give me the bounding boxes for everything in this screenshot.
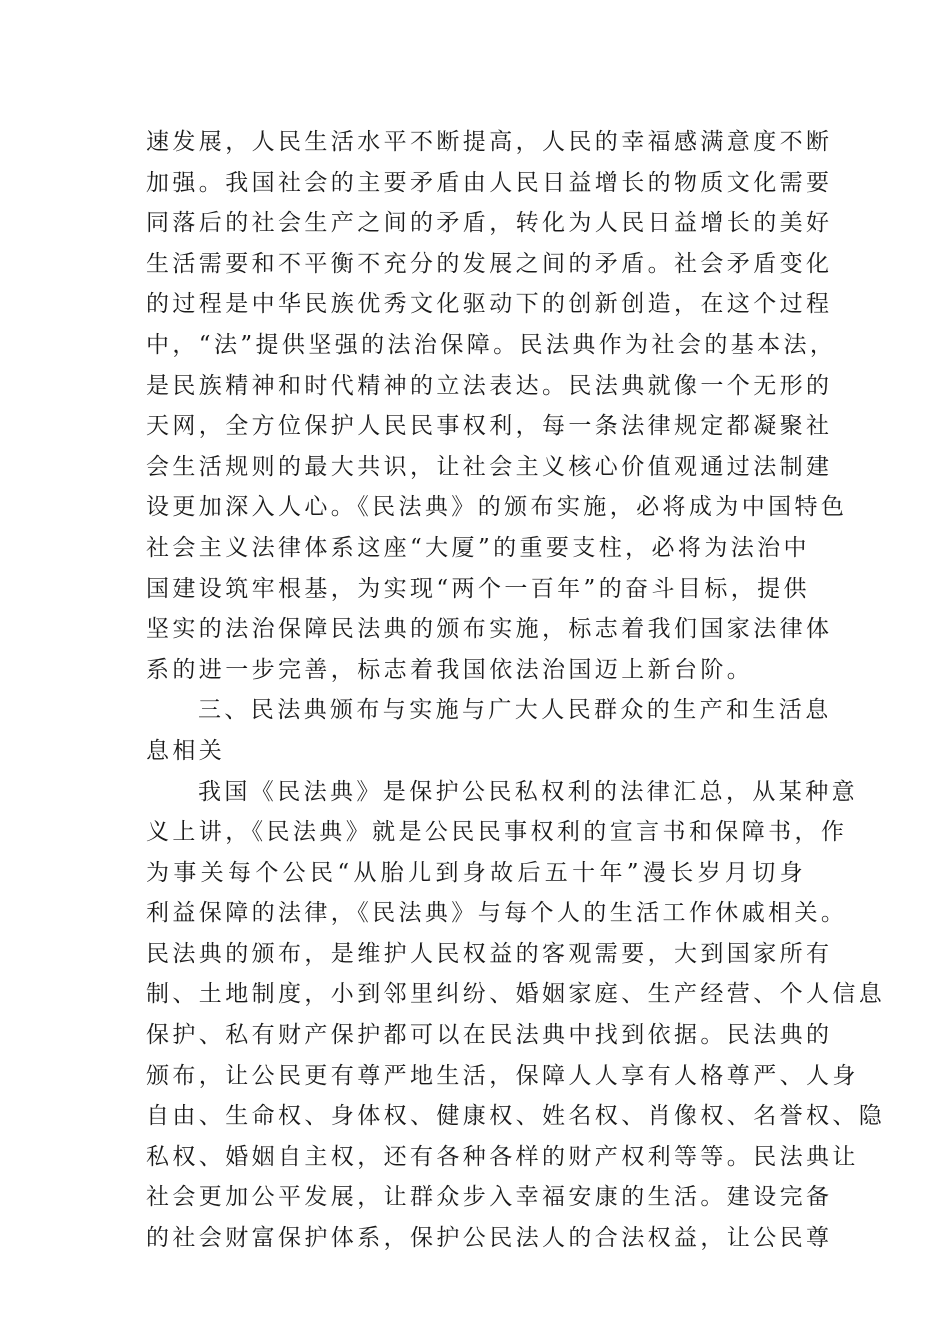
document-page: [146, 122, 886, 1259]
text-line: 自由、生命权、身体权、健康权、姓名权、肖像权、名誉权、隐: [146, 1103, 886, 1130]
text-line: 坚实的法治保障民法典的颁布实施，标志着我们国家法律体: [146, 616, 833, 643]
text-line: 利益保障的法律，《民法典》与每个人的生活工作休戚相关。: [146, 900, 848, 927]
text-line: 生活需要和不平衡不充分的发展之间的矛盾。社会矛盾变化: [146, 250, 833, 277]
text-line: 颁布，让公民更有尊严地生活，保障人人享有人格尊严、人身: [146, 1062, 859, 1089]
text-line: 的过程是中华民族优秀文化驱动下的创新创造，在这个过程: [146, 291, 833, 318]
text-line: 会生活规则的最大共识，让社会主义核心价值观通过法制建: [146, 453, 833, 480]
text-line: 系的进一步完善，标志着我国依法治国迈上新台阶。: [146, 656, 754, 683]
text-line: 制、土地制度，小到邻里纠纷、婚姻家庭、生产经营、个人信息: [146, 981, 886, 1008]
text-line: 中，“法”提供坚强的法治保障。民法典作为社会的基本法，: [146, 331, 837, 358]
text-line: 我国《民法典》是保护公民私权利的法律汇总，从某种意: [198, 778, 858, 805]
text-line: 为事关每个公民“从胎儿到身故后五十年”漫长岁月切身: [146, 859, 806, 886]
text-line: 国建设筑牢根基，为实现“两个一百年”的奋斗目标，提供: [146, 575, 810, 602]
paragraph-3: [146, 772, 886, 1259]
text-line: 设更加深入人心。《民法典》的颁布实施，必将成为中国特色: [146, 494, 848, 521]
text-line: 是民族精神和时代精神的立法表达。民法典就像一个无形的: [146, 372, 833, 399]
text-line: 息相关: [146, 737, 226, 764]
text-line: 同落后的社会生产之间的矛盾，转化为人民日益增长的美好: [146, 210, 833, 237]
text-line: 民法典的颁布，是维护人民权益的客观需要，大到国家所有: [146, 940, 833, 967]
text-line: 义上讲，《民法典》就是公民民事权利的宣言书和保障书，作: [146, 819, 848, 846]
text-line: 加强。我国社会的主要矛盾由人民日益增长的物质文化需要: [146, 169, 833, 196]
text-line: 社会更加公平发展，让群众步入幸福安康的生活。建设完备: [146, 1184, 833, 1211]
text-line: 的社会财富保护体系，保护公民法人的合法权益，让公民尊: [146, 1225, 833, 1252]
text-line: 天网，全方位保护人民民事权利，每一条法律规定都凝聚社: [146, 413, 833, 440]
text-line: 速发展，人民生活水平不断提高，人民的幸福感满意度不断: [146, 129, 833, 155]
text-line: 三、民法典颁布与实施与广大人民群众的生产和生活息: [198, 697, 832, 724]
text-line: 私权、婚姻自主权，还有各种各样的财产权利等等。民法典让: [146, 1143, 859, 1170]
text-line: 社会主义法律体系这座“大厦”的重要支柱，必将为法治中: [146, 534, 810, 561]
paragraph-1: [146, 122, 848, 690]
text-line: 保护、私有财产保护都可以在民法典中找到依据。民法典的: [146, 1022, 833, 1049]
section-heading-3: [146, 690, 832, 771]
